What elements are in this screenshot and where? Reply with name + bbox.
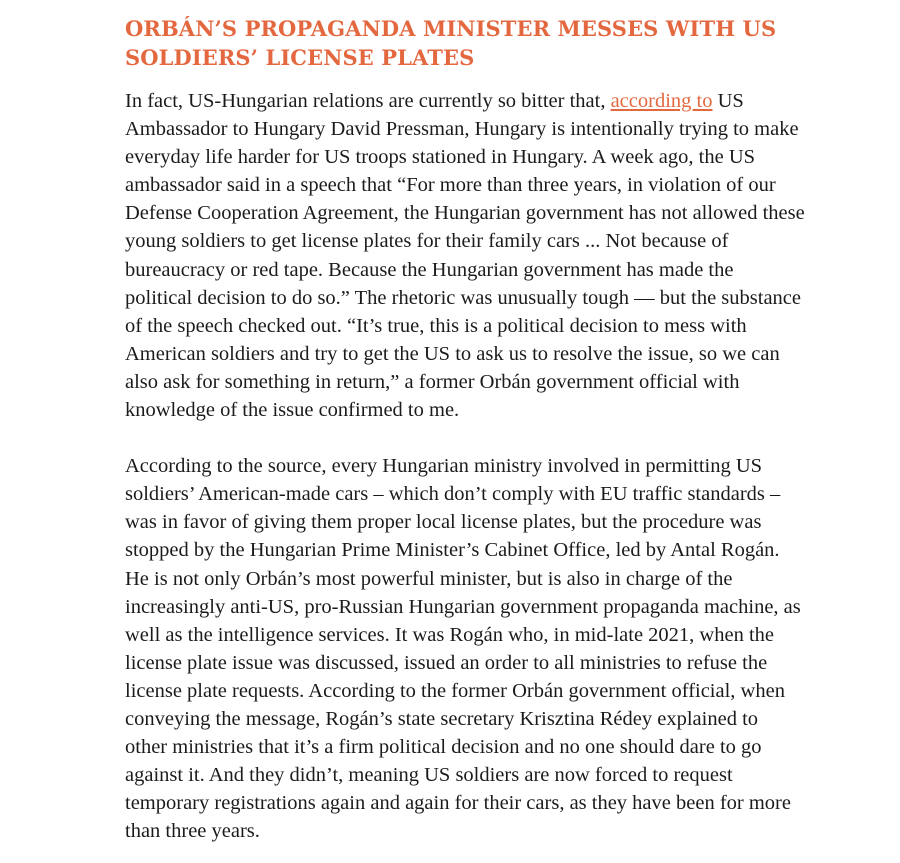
paragraph-2: According to the source, every Hungarian ministry involved in permitting US soldiers’ American-made cars – which don’t comply with EU traffic standards – was in favor of giving them proper local license plates, but the procedure was stopped by the Hungarian Prime Minister’s Cabinet Office, led by Antal Rogán. He is not only Orbán’s most powerful minister, but is also in charge of the increasingly anti-US, pro-Russian Hungarian government propaganda machine, as well as the intelligence services. It was Rogán who, in mid-late 2021, when the license plate issue was discussed, issued an order to all ministries to refuse the license plate requests. According to the former Orbán government official, when conveying the message, Rogán’s state secretary Krisztina Rédey explained to other ministries that it’s a firm political decision and no one should dare to go against it. And they didn’t, meaning US soldiers are now forced to request temporary registrations again and again for their cars, as they have been for more than three years. <box>125 455 801 843</box>
according-to-link[interactable]: according to <box>610 90 713 112</box>
paragraph-1 <box>125 87 805 424</box>
article-body <box>125 14 805 845</box>
section-heading: ORBÁN’S PROPAGANDA MINISTER MESSES WITH US SOLDIERS’ LICENSE PLATES <box>125 16 777 70</box>
paragraph-1-text-before-link: In fact, US-Hungarian relations are currently so bitter that, <box>125 90 611 112</box>
paragraph-1-text-after-link: US Ambassador to Hungary David Pressman, Hungary is intentionally trying to make everyday life harder for US troops stationed in Hungary. A week ago, the US ambassador said in a speech that “For more than three years, in violation of our Defense Cooperation Agreement, the Hungarian government has not allowed these young soldiers to get license plates for their family cars ... Not because of bureaucracy or red tape. Because the Hungarian government has made the political decision to do so.” The rhetoric was unusually tough — but the substance of the speech checked out. “It’s true, this is a political decision to mess with American soldiers and try to get the US to ask us to resolve the issue, so we can also ask for something in return,” a former Orbán government official with knowledge of the issue confirmed to me. <box>125 90 805 422</box>
